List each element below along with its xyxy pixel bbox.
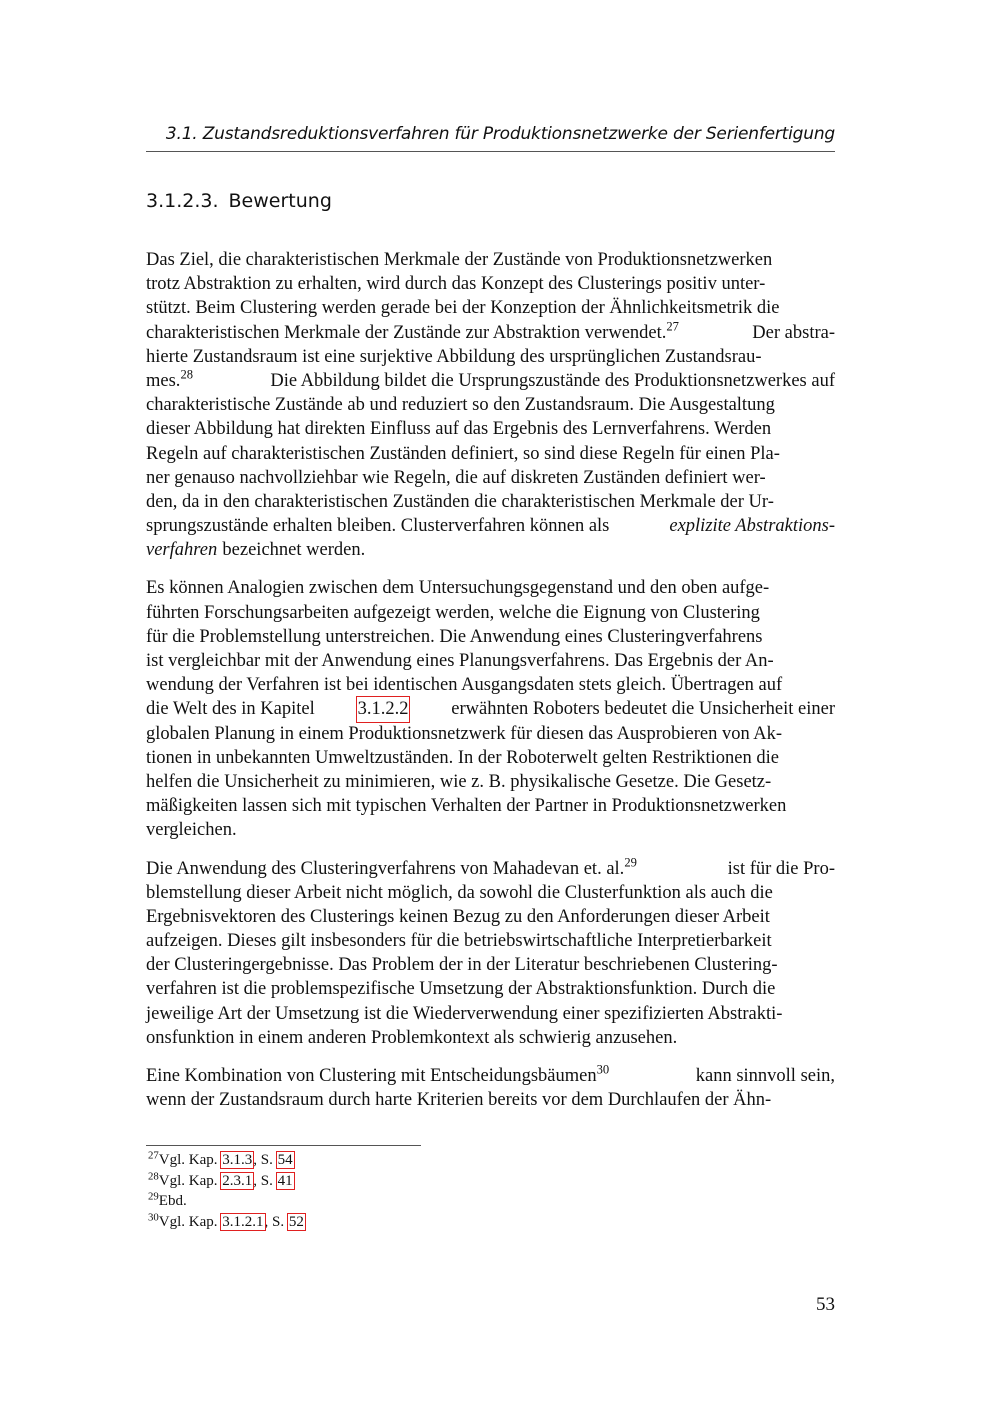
text-line: dieser Abbildung hat direkten Einfluss auf das Ergebnis des Lernverfahrens. Werden <box>146 419 772 440</box>
text-line: ist für die Pro- <box>727 858 835 879</box>
footnote-mark-28[interactable]: 28 <box>180 367 194 382</box>
footnote-separator: , S. <box>253 1152 273 1168</box>
footnote-text: Vgl. Kap. <box>158 1152 218 1168</box>
text-line: Das Ziel, die charakteristischen Merkmale der Zustände von Produktionsnetzwerken <box>146 250 773 270</box>
footnote-mark-29[interactable]: 29 <box>624 855 637 870</box>
text-line: die Welt des in Kapitel <box>146 699 315 720</box>
footnote-number: 29 <box>148 1190 159 1203</box>
text-line: ner genauso nachvollziehbar wie Regeln, die auf diskreten Zuständen definiert wer- <box>146 467 766 488</box>
footnotes <box>148 1150 305 1232</box>
footnote-text: Vgl. Kap. <box>158 1213 218 1230</box>
text-line: sprungszustände erhalten bleiben. Clusterverfahren können als <box>146 516 610 537</box>
footnote-number: 28 <box>148 1170 159 1183</box>
text-line: bezeichnet werden. <box>222 540 366 561</box>
text-line: wendung der Verfahren ist bei identischen Ausgangsdaten stets gleich. Übertragen auf <box>146 675 783 696</box>
text-line: helfen die Unsicherheit zu minimieren, wie z. B. physikalische Gesetze. Die Gesetz- <box>146 771 772 792</box>
footnote-28 <box>148 1171 305 1192</box>
footnote-page-link[interactable]: 54 <box>277 1152 293 1168</box>
text-line: trotz Abstraktion zu erhalten, wird durch das Konzept des Clusterings positiv unter- <box>146 274 766 295</box>
text-line: ist vergleichbar mit der Anwendung eines Planungsverfahrens. Das Ergebnis der An- <box>146 651 774 671</box>
body-text <box>146 248 835 1126</box>
text-line: Die Anwendung des Clusteringverfahrens von Mahadevan et. al.$^{29}$ <box>146 855 637 879</box>
footnote-separator: , S. <box>253 1172 273 1189</box>
page-number: 53 <box>816 1294 835 1315</box>
text-line: Der abstra- <box>752 322 835 343</box>
text-line: führten Forschungsarbeiten aufgezeigt werden, welche die Eignung von Clustering <box>146 602 760 623</box>
paragraph-1 <box>146 248 835 562</box>
running-header: 3.1. Zustandsreduktionsverfahren für Produktionsnetzwerke der Serienfertigung <box>165 124 835 144</box>
text-line: onsfunktion in einem anderen Problemkontext als schwierig anzusehen. <box>146 1027 678 1048</box>
text-line: verfahren ist die problemspezifische Umsetzung der Abstraktionsfunktion. Durch die <box>146 979 776 1000</box>
section-heading <box>146 188 332 214</box>
text-line: der Clusteringergebnisse. Das Problem der in der Literatur beschriebenen Clustering- <box>146 955 778 976</box>
text-line: hierte Zustandsraum ist eine surjektive Abbildung des ursprünglichen Zustandsrau- <box>146 346 762 367</box>
text-line: mäßigkeiten lassen sich mit typischen Verhalten der Partner in Produktionsnetzwerken <box>146 796 787 817</box>
text-line: mes.$^{28}$ <box>146 367 194 391</box>
text-line: wenn der Zustandsraum durch harte Kriterien bereits vor dem Durchlaufen der Ähn- <box>146 1090 772 1111</box>
emphasis-text: verfahren <box>146 540 218 561</box>
footnote-text: Vgl. Kap. <box>158 1172 218 1189</box>
section-title: Bewertung <box>228 190 332 212</box>
text-line: Eine Kombination von Clustering mit Entscheidungsbäumen$^{30}$ <box>146 1062 610 1086</box>
text-line: Die Abbildung bildet die Ursprungszustände des Produktionsnetzwerkes auf <box>270 370 835 391</box>
header-rule <box>146 151 835 152</box>
text-line: jeweilige Art der Umsetzung ist die Wiederverwendung einer spezifizierten Abstrakti- <box>146 1003 783 1024</box>
chapter-link[interactable]: 3.1.2.2 <box>357 697 410 721</box>
footnote-number: 30 <box>148 1211 159 1224</box>
paragraph-4 <box>146 1064 835 1112</box>
text-line: globalen Planung in einem Produktionsnetzwerk für diesen das Ausprobieren von Ak- <box>146 723 783 744</box>
footnote-chapter-link[interactable]: 2.3.1 <box>222 1172 253 1189</box>
text-line: für die Problemstellung unterstreichen. Die Anwendung eines Clusteringverfahrens <box>146 626 763 647</box>
footnote-30 <box>148 1212 305 1233</box>
text-line: stützt. Beim Clustering werden gerade bei der Konzeption der Ähnlichkeitsmetrik die <box>146 298 780 319</box>
text-line: charakteristischen Merkmale der Zustände zur Abstraktion verwendet.$^{27}$ <box>146 319 679 343</box>
text-line: aufzeigen. Dieses gilt insbesonders für die betriebswirtschaftliche Interpretierbarkeit <box>146 931 772 952</box>
text-line: Es können Analogien zwischen dem Untersuchungsgegenstand und den oben aufge- <box>146 578 770 599</box>
text-line: charakteristische Zustände ab und reduziert so den Zustandsraum. Die Ausgestaltung <box>146 395 775 416</box>
text-line: erwähnten Roboters bedeutet die Unsicherheit einer <box>451 699 835 720</box>
footnote-29 <box>148 1191 305 1212</box>
footnote-mark-30[interactable]: 30 <box>596 1062 610 1077</box>
text-line: tionen in unbekannten Umweltzuständen. In der Roboterwelt gelten Restriktionen die <box>146 747 779 768</box>
text-line: Regeln auf charakteristischen Zuständen definiert, so sind diese Regeln für einen Pla- <box>146 443 780 464</box>
footnote-page-link[interactable]: 52 <box>288 1213 304 1230</box>
paragraph-3 <box>146 857 835 1051</box>
text-line: blemstellung dieser Arbeit nicht möglich, da sowohl die Clusterfunktion als auch die <box>146 882 773 903</box>
footnote-separator: , S. <box>264 1213 285 1230</box>
text-line: vergleichen. <box>146 820 237 841</box>
footnote-text: Ebd. <box>158 1193 187 1209</box>
footnote-page-link[interactable]: 41 <box>277 1172 293 1189</box>
emphasis-text: explizite Abstraktions- <box>669 516 835 537</box>
footnote-number: 27 <box>148 1149 159 1162</box>
paragraph-2 <box>146 576 835 842</box>
footnote-mark-27[interactable]: 27 <box>666 319 679 334</box>
text-line: den, da in den charakteristischen Zuständen die charakteristischen Merkmale der Ur- <box>146 491 774 512</box>
section-number: 3.1.2.3. <box>146 190 219 212</box>
text-line: Ergebnisvektoren des Clusterings keinen Bezug zu den Anforderungen dieser Arbeit <box>146 906 770 927</box>
footnote-chapter-link[interactable]: 3.1.2.1 <box>222 1213 264 1230</box>
footnote-27 <box>148 1150 305 1171</box>
footnote-chapter-link[interactable]: 3.1.3 <box>222 1152 253 1168</box>
footnote-rule <box>146 1145 421 1146</box>
text-line: kann sinnvoll sein, <box>695 1066 835 1086</box>
